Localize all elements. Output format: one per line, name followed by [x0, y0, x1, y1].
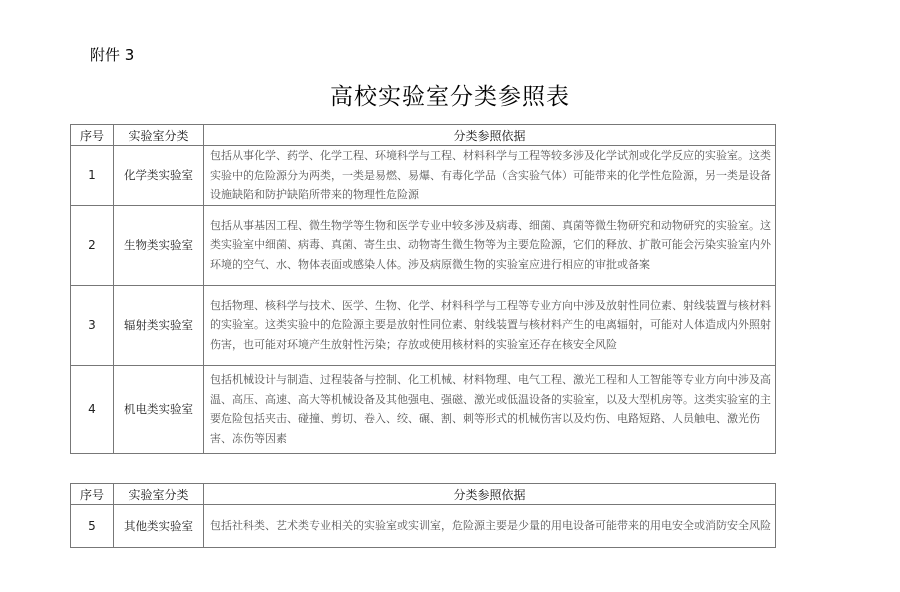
table-row — [71, 205, 776, 285]
attachment-label: 附件 3 — [90, 46, 135, 64]
row-category: 化学类实验室 — [114, 146, 204, 206]
header-basis: 分类参照依据 — [204, 484, 776, 505]
row-basis: 包括机械设计与制造、过程装备与控制、化工机械、材料物理、电气工程、激光工程和人工智能等专业方向中涉及高温、高压、高速、高大等机械设备及其他强电、强磁、激光或低温设备的实验室，以及大型机房等。这类实验室的主要危险包括夹击、碰撞、剪切、卷入、绞、碾、割、刺等形式的机械伤害以及灼伤、电路短路、人员触电、激光伤害、冻伤等因素 — [204, 365, 776, 453]
row-no: 4 — [71, 365, 114, 453]
header-category: 实验室分类 — [114, 125, 204, 146]
row-category: 机电类实验室 — [114, 365, 204, 453]
row-basis: 包括从事化学、药学、化学工程、环境科学与工程、材料科学与工程等较多涉及化学试剂或化学反应的实验室。这类实验中的危险源分为两类，一类是易燃、易爆、有毒化学品（含实验气体）可能带来的化学性危险源，另一类是设备设施缺陷和防护缺陷所带来的物理性危险源 — [204, 146, 776, 206]
classification-table-continued — [70, 483, 776, 548]
page-title: 高校实验室分类参照表 — [330, 84, 570, 110]
table-row — [71, 285, 776, 365]
row-no: 3 — [71, 285, 114, 365]
header-basis: 分类参照依据 — [204, 125, 776, 146]
header-no: 序号 — [71, 125, 114, 146]
header-no: 序号 — [71, 484, 114, 505]
row-no: 1 — [71, 146, 114, 206]
row-basis: 包括从事基因工程、微生物学等生物和医学专业中较多涉及病毒、细菌、真菌等微生物研究和动物研究的实验室。这类实验室中细菌、病毒、真菌、寄生虫、动物寄生微生物等为主要危险源，它们的释放、扩散可能会污染实验室内外环境的空气、水、物体表面或感染人体。涉及病原微生物的实验室应进行相应的审批或备案 — [204, 205, 776, 285]
row-category: 其他类实验室 — [114, 505, 204, 548]
row-category: 生物类实验室 — [114, 205, 204, 285]
header-category: 实验室分类 — [114, 484, 204, 505]
table-header-row — [71, 125, 776, 146]
row-basis: 包括社科类、艺术类专业相关的实验室或实训室，危险源主要是少量的用电设备可能带来的用电安全或消防安全风险 — [204, 505, 776, 548]
table-row — [71, 365, 776, 453]
table-header-row — [71, 484, 776, 505]
table-row — [71, 505, 776, 548]
row-no: 2 — [71, 205, 114, 285]
classification-table — [70, 124, 776, 454]
row-no: 5 — [71, 505, 114, 548]
row-category: 辐射类实验室 — [114, 285, 204, 365]
row-basis: 包括物理、核科学与技术、医学、生物、化学、材料科学与工程等专业方向中涉及放射性同位素、射线装置与核材料的实验室。这类实验中的危险源主要是放射性同位素、射线装置与核材料产生的电离辐射，可能对人体造成内外照射伤害，也可能对环境产生放射性污染；存放或使用核材料的实验室还存在核安全风险 — [204, 285, 776, 365]
table-row — [71, 146, 776, 206]
